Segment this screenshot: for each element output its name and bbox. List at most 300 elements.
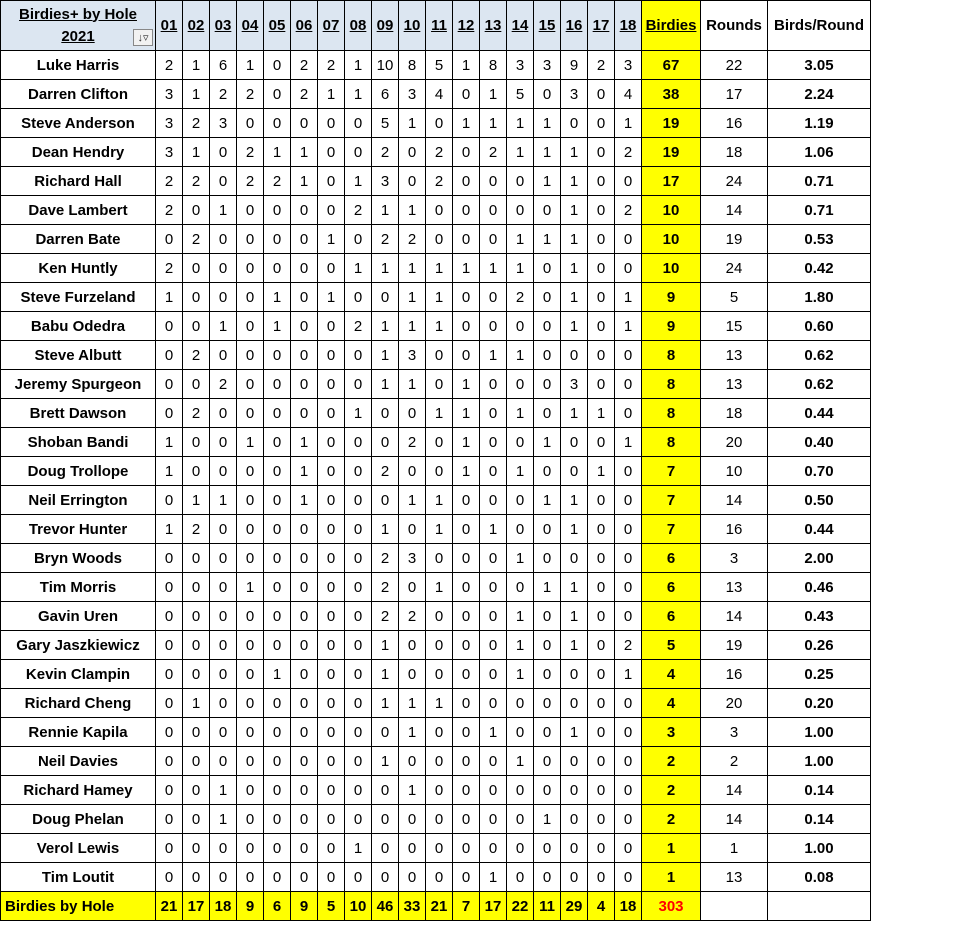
hole-05-cell[interactable]: 0 — [264, 747, 291, 776]
hole-08-cell[interactable]: 1 — [345, 254, 372, 283]
hole-13-cell[interactable]: 1 — [480, 515, 507, 544]
footer-hole-04[interactable]: 9 — [237, 892, 264, 921]
hole-06-cell[interactable]: 1 — [291, 486, 318, 515]
hole-11-cell[interactable]: 0 — [426, 776, 453, 805]
hole-header-02[interactable]: 02 — [183, 1, 210, 51]
hole-10-cell[interactable]: 0 — [399, 167, 426, 196]
hole-07-cell[interactable]: 0 — [318, 573, 345, 602]
hole-10-cell[interactable]: 0 — [399, 515, 426, 544]
hole-07-cell[interactable]: 0 — [318, 834, 345, 863]
hole-06-cell[interactable]: 1 — [291, 428, 318, 457]
hole-05-cell[interactable]: 0 — [264, 399, 291, 428]
hole-12-cell[interactable]: 0 — [453, 573, 480, 602]
player-name[interactable]: Steve Anderson — [1, 109, 156, 138]
footer-hole-13[interactable]: 17 — [480, 892, 507, 921]
hole-13-cell[interactable]: 0 — [480, 805, 507, 834]
hole-header-16[interactable]: 16 — [561, 1, 588, 51]
hole-06-cell[interactable]: 1 — [291, 457, 318, 486]
hole-15-cell[interactable]: 3 — [534, 51, 561, 80]
hole-04-cell[interactable]: 0 — [237, 747, 264, 776]
hole-09-cell[interactable]: 0 — [372, 834, 399, 863]
hole-08-cell[interactable]: 1 — [345, 80, 372, 109]
player-name[interactable]: Steve Albutt — [1, 341, 156, 370]
hole-10-cell[interactable]: 3 — [399, 80, 426, 109]
rounds-header[interactable]: Rounds — [701, 1, 768, 51]
hole-02-cell[interactable]: 0 — [183, 544, 210, 573]
hole-08-cell[interactable]: 0 — [345, 109, 372, 138]
hole-09-cell[interactable]: 1 — [372, 196, 399, 225]
hole-header-06[interactable]: 06 — [291, 1, 318, 51]
birds-per-round-cell[interactable]: 0.20 — [768, 689, 871, 718]
hole-17-cell[interactable]: 0 — [588, 747, 615, 776]
hole-01-cell[interactable]: 3 — [156, 138, 183, 167]
birds-per-round-cell[interactable]: 0.62 — [768, 370, 871, 399]
rounds-cell[interactable]: 19 — [701, 631, 768, 660]
rounds-cell[interactable]: 16 — [701, 660, 768, 689]
hole-09-cell[interactable]: 0 — [372, 805, 399, 834]
hole-15-cell[interactable]: 1 — [534, 573, 561, 602]
footer-hole-01[interactable]: 21 — [156, 892, 183, 921]
hole-06-cell[interactable]: 0 — [291, 660, 318, 689]
hole-09-cell[interactable]: 0 — [372, 283, 399, 312]
hole-15-cell[interactable]: 0 — [534, 863, 561, 892]
hole-16-cell[interactable]: 1 — [561, 225, 588, 254]
hole-03-cell[interactable]: 1 — [210, 196, 237, 225]
rounds-cell[interactable]: 3 — [701, 544, 768, 573]
hole-01-cell[interactable]: 0 — [156, 718, 183, 747]
hole-17-cell[interactable]: 0 — [588, 109, 615, 138]
hole-05-cell[interactable]: 0 — [264, 225, 291, 254]
birdies-total-cell[interactable]: 5 — [642, 631, 701, 660]
hole-02-cell[interactable]: 0 — [183, 718, 210, 747]
footer-hole-11[interactable]: 21 — [426, 892, 453, 921]
hole-08-cell[interactable]: 0 — [345, 631, 372, 660]
hole-09-cell[interactable]: 1 — [372, 515, 399, 544]
sheet-year[interactable]: 2021 — [61, 27, 95, 45]
hole-16-cell[interactable]: 3 — [561, 370, 588, 399]
hole-04-cell[interactable]: 2 — [237, 138, 264, 167]
hole-15-cell[interactable]: 0 — [534, 254, 561, 283]
hole-07-cell[interactable]: 0 — [318, 399, 345, 428]
birdies-total-cell[interactable]: 9 — [642, 283, 701, 312]
hole-10-cell[interactable]: 1 — [399, 283, 426, 312]
hole-14-cell[interactable]: 1 — [507, 457, 534, 486]
birds-per-round-cell[interactable]: 3.05 — [768, 51, 871, 80]
hole-15-cell[interactable]: 0 — [534, 196, 561, 225]
footer-hole-09[interactable]: 46 — [372, 892, 399, 921]
hole-08-cell[interactable]: 0 — [345, 138, 372, 167]
footer-hole-14[interactable]: 22 — [507, 892, 534, 921]
hole-18-cell[interactable]: 0 — [615, 515, 642, 544]
hole-06-cell[interactable]: 0 — [291, 254, 318, 283]
hole-17-cell[interactable]: 1 — [588, 399, 615, 428]
hole-13-cell[interactable]: 0 — [480, 283, 507, 312]
hole-03-cell[interactable]: 0 — [210, 747, 237, 776]
hole-14-cell[interactable]: 0 — [507, 689, 534, 718]
hole-08-cell[interactable]: 0 — [345, 660, 372, 689]
rounds-cell[interactable]: 13 — [701, 863, 768, 892]
hole-13-cell[interactable]: 0 — [480, 457, 507, 486]
hole-07-cell[interactable]: 0 — [318, 602, 345, 631]
hole-02-cell[interactable]: 1 — [183, 51, 210, 80]
hole-01-cell[interactable]: 0 — [156, 370, 183, 399]
hole-02-cell[interactable]: 2 — [183, 109, 210, 138]
hole-09-cell[interactable]: 0 — [372, 486, 399, 515]
hole-08-cell[interactable]: 0 — [345, 283, 372, 312]
birds-per-round-cell[interactable]: 0.08 — [768, 863, 871, 892]
hole-07-cell[interactable]: 0 — [318, 805, 345, 834]
hole-11-cell[interactable]: 2 — [426, 138, 453, 167]
hole-05-cell[interactable]: 0 — [264, 196, 291, 225]
hole-02-cell[interactable]: 2 — [183, 515, 210, 544]
hole-01-cell[interactable]: 0 — [156, 486, 183, 515]
hole-01-cell[interactable]: 1 — [156, 428, 183, 457]
birdies-total-cell[interactable]: 3 — [642, 718, 701, 747]
hole-10-cell[interactable]: 0 — [399, 660, 426, 689]
hole-05-cell[interactable]: 0 — [264, 573, 291, 602]
hole-16-cell[interactable]: 0 — [561, 747, 588, 776]
hole-10-cell[interactable]: 2 — [399, 225, 426, 254]
hole-09-cell[interactable]: 2 — [372, 544, 399, 573]
hole-16-cell[interactable]: 0 — [561, 689, 588, 718]
birdies-total-cell[interactable]: 2 — [642, 747, 701, 776]
hole-11-cell[interactable]: 0 — [426, 602, 453, 631]
player-name[interactable]: Luke Harris — [1, 51, 156, 80]
hole-18-cell[interactable]: 0 — [615, 254, 642, 283]
hole-17-cell[interactable]: 2 — [588, 51, 615, 80]
hole-11-cell[interactable]: 4 — [426, 80, 453, 109]
hole-01-cell[interactable]: 0 — [156, 834, 183, 863]
hole-10-cell[interactable]: 2 — [399, 602, 426, 631]
hole-03-cell[interactable]: 0 — [210, 399, 237, 428]
birdies-total-cell[interactable]: 2 — [642, 776, 701, 805]
birdies-total-cell[interactable]: 8 — [642, 341, 701, 370]
hole-09-cell[interactable]: 3 — [372, 167, 399, 196]
hole-16-cell[interactable]: 1 — [561, 573, 588, 602]
hole-09-cell[interactable]: 1 — [372, 660, 399, 689]
hole-18-cell[interactable]: 2 — [615, 196, 642, 225]
hole-header-05[interactable]: 05 — [264, 1, 291, 51]
birdies-total-cell[interactable]: 19 — [642, 109, 701, 138]
hole-15-cell[interactable]: 0 — [534, 544, 561, 573]
hole-03-cell[interactable]: 0 — [210, 573, 237, 602]
hole-05-cell[interactable]: 0 — [264, 370, 291, 399]
hole-09-cell[interactable]: 0 — [372, 399, 399, 428]
hole-10-cell[interactable]: 1 — [399, 109, 426, 138]
footer-total-birdies[interactable]: 303 — [642, 892, 701, 921]
hole-14-cell[interactable]: 0 — [507, 486, 534, 515]
hole-04-cell[interactable]: 0 — [237, 109, 264, 138]
hole-13-cell[interactable]: 0 — [480, 631, 507, 660]
hole-09-cell[interactable]: 10 — [372, 51, 399, 80]
hole-02-cell[interactable]: 0 — [183, 428, 210, 457]
hole-08-cell[interactable]: 0 — [345, 602, 372, 631]
hole-06-cell[interactable]: 0 — [291, 312, 318, 341]
hole-12-cell[interactable]: 0 — [453, 805, 480, 834]
hole-12-cell[interactable]: 0 — [453, 196, 480, 225]
hole-02-cell[interactable]: 0 — [183, 660, 210, 689]
hole-03-cell[interactable]: 6 — [210, 51, 237, 80]
birds-per-round-cell[interactable]: 1.00 — [768, 718, 871, 747]
hole-18-cell[interactable]: 0 — [615, 341, 642, 370]
hole-08-cell[interactable]: 0 — [345, 718, 372, 747]
birdies-total-cell[interactable]: 6 — [642, 544, 701, 573]
hole-17-cell[interactable]: 0 — [588, 428, 615, 457]
hole-01-cell[interactable]: 0 — [156, 544, 183, 573]
hole-02-cell[interactable]: 0 — [183, 370, 210, 399]
hole-03-cell[interactable]: 0 — [210, 834, 237, 863]
hole-06-cell[interactable]: 0 — [291, 341, 318, 370]
hole-12-cell[interactable]: 0 — [453, 602, 480, 631]
hole-08-cell[interactable]: 1 — [345, 834, 372, 863]
hole-17-cell[interactable]: 0 — [588, 805, 615, 834]
birdies-total-cell[interactable]: 7 — [642, 457, 701, 486]
hole-12-cell[interactable]: 0 — [453, 747, 480, 776]
hole-11-cell[interactable]: 0 — [426, 341, 453, 370]
hole-05-cell[interactable]: 0 — [264, 863, 291, 892]
birdies-total-cell[interactable]: 2 — [642, 805, 701, 834]
hole-15-cell[interactable]: 0 — [534, 689, 561, 718]
hole-08-cell[interactable]: 0 — [345, 370, 372, 399]
hole-10-cell[interactable]: 0 — [399, 863, 426, 892]
hole-07-cell[interactable]: 0 — [318, 428, 345, 457]
hole-01-cell[interactable]: 1 — [156, 515, 183, 544]
hole-16-cell[interactable]: 0 — [561, 805, 588, 834]
hole-05-cell[interactable]: 0 — [264, 457, 291, 486]
hole-03-cell[interactable]: 0 — [210, 225, 237, 254]
hole-18-cell[interactable]: 0 — [615, 863, 642, 892]
footer-hole-06[interactable]: 9 — [291, 892, 318, 921]
rounds-cell[interactable]: 17 — [701, 80, 768, 109]
hole-03-cell[interactable]: 2 — [210, 370, 237, 399]
hole-08-cell[interactable]: 0 — [345, 225, 372, 254]
hole-10-cell[interactable]: 8 — [399, 51, 426, 80]
player-name[interactable]: Rennie Kapila — [1, 718, 156, 747]
hole-09-cell[interactable]: 0 — [372, 776, 399, 805]
hole-07-cell[interactable]: 0 — [318, 457, 345, 486]
hole-02-cell[interactable]: 2 — [183, 225, 210, 254]
hole-05-cell[interactable]: 0 — [264, 486, 291, 515]
hole-11-cell[interactable]: 1 — [426, 254, 453, 283]
birds-per-round-cell[interactable]: 1.06 — [768, 138, 871, 167]
footer-hole-05[interactable]: 6 — [264, 892, 291, 921]
hole-16-cell[interactable]: 1 — [561, 718, 588, 747]
hole-02-cell[interactable]: 1 — [183, 138, 210, 167]
footer-hole-18[interactable]: 18 — [615, 892, 642, 921]
hole-10-cell[interactable]: 1 — [399, 312, 426, 341]
hole-04-cell[interactable]: 0 — [237, 515, 264, 544]
hole-16-cell[interactable]: 0 — [561, 109, 588, 138]
hole-05-cell[interactable]: 0 — [264, 544, 291, 573]
hole-12-cell[interactable]: 0 — [453, 486, 480, 515]
hole-12-cell[interactable]: 0 — [453, 167, 480, 196]
hole-17-cell[interactable]: 0 — [588, 341, 615, 370]
hole-11-cell[interactable]: 0 — [426, 457, 453, 486]
hole-header-14[interactable]: 14 — [507, 1, 534, 51]
hole-06-cell[interactable]: 0 — [291, 863, 318, 892]
footer-hole-02[interactable]: 17 — [183, 892, 210, 921]
birdies-total-cell[interactable]: 9 — [642, 312, 701, 341]
hole-14-cell[interactable]: 0 — [507, 167, 534, 196]
hole-14-cell[interactable]: 1 — [507, 109, 534, 138]
hole-13-cell[interactable]: 0 — [480, 602, 507, 631]
hole-10-cell[interactable]: 1 — [399, 196, 426, 225]
hole-10-cell[interactable]: 0 — [399, 631, 426, 660]
hole-03-cell[interactable]: 0 — [210, 863, 237, 892]
hole-14-cell[interactable]: 2 — [507, 283, 534, 312]
hole-16-cell[interactable]: 1 — [561, 138, 588, 167]
rounds-cell[interactable]: 5 — [701, 283, 768, 312]
hole-15-cell[interactable]: 0 — [534, 283, 561, 312]
hole-04-cell[interactable]: 0 — [237, 602, 264, 631]
hole-11-cell[interactable]: 0 — [426, 428, 453, 457]
hole-17-cell[interactable]: 1 — [588, 457, 615, 486]
hole-15-cell[interactable]: 0 — [534, 312, 561, 341]
hole-06-cell[interactable]: 0 — [291, 399, 318, 428]
hole-header-17[interactable]: 17 — [588, 1, 615, 51]
birds-per-round-cell[interactable]: 0.53 — [768, 225, 871, 254]
hole-13-cell[interactable]: 2 — [480, 138, 507, 167]
hole-01-cell[interactable]: 0 — [156, 660, 183, 689]
hole-03-cell[interactable]: 0 — [210, 660, 237, 689]
hole-16-cell[interactable]: 1 — [561, 312, 588, 341]
hole-18-cell[interactable]: 0 — [615, 776, 642, 805]
birdies-total-cell[interactable]: 7 — [642, 515, 701, 544]
birds-per-round-cell[interactable]: 1.00 — [768, 747, 871, 776]
hole-13-cell[interactable]: 0 — [480, 399, 507, 428]
hole-17-cell[interactable]: 0 — [588, 515, 615, 544]
hole-06-cell[interactable]: 0 — [291, 573, 318, 602]
hole-17-cell[interactable]: 0 — [588, 718, 615, 747]
hole-14-cell[interactable]: 1 — [507, 138, 534, 167]
hole-18-cell[interactable]: 0 — [615, 486, 642, 515]
hole-01-cell[interactable]: 0 — [156, 341, 183, 370]
player-name[interactable]: Babu Odedra — [1, 312, 156, 341]
hole-07-cell[interactable]: 0 — [318, 196, 345, 225]
hole-08-cell[interactable]: 0 — [345, 428, 372, 457]
hole-14-cell[interactable]: 1 — [507, 602, 534, 631]
birds-per-round-header[interactable]: Birds/Round — [768, 1, 871, 51]
player-name[interactable]: Brett Dawson — [1, 399, 156, 428]
hole-18-cell[interactable]: 0 — [615, 370, 642, 399]
filter-sort-icon[interactable]: ↓▿ — [133, 29, 153, 46]
hole-04-cell[interactable]: 0 — [237, 370, 264, 399]
hole-09-cell[interactable]: 1 — [372, 631, 399, 660]
hole-14-cell[interactable]: 0 — [507, 834, 534, 863]
hole-13-cell[interactable]: 0 — [480, 486, 507, 515]
hole-05-cell[interactable]: 0 — [264, 341, 291, 370]
player-name[interactable]: Dave Lambert — [1, 196, 156, 225]
hole-11-cell[interactable]: 0 — [426, 631, 453, 660]
hole-08-cell[interactable]: 1 — [345, 167, 372, 196]
hole-18-cell[interactable]: 0 — [615, 573, 642, 602]
hole-13-cell[interactable]: 1 — [480, 341, 507, 370]
hole-03-cell[interactable]: 1 — [210, 486, 237, 515]
hole-02-cell[interactable]: 1 — [183, 80, 210, 109]
hole-06-cell[interactable]: 0 — [291, 370, 318, 399]
hole-16-cell[interactable]: 1 — [561, 283, 588, 312]
rounds-cell[interactable]: 18 — [701, 138, 768, 167]
hole-11-cell[interactable]: 1 — [426, 283, 453, 312]
hole-07-cell[interactable]: 0 — [318, 660, 345, 689]
hole-12-cell[interactable]: 0 — [453, 776, 480, 805]
hole-06-cell[interactable]: 0 — [291, 515, 318, 544]
birds-per-round-cell[interactable]: 0.62 — [768, 341, 871, 370]
player-name[interactable]: Ken Huntly — [1, 254, 156, 283]
hole-08-cell[interactable]: 2 — [345, 196, 372, 225]
hole-15-cell[interactable]: 0 — [534, 776, 561, 805]
hole-11-cell[interactable]: 1 — [426, 689, 453, 718]
hole-05-cell[interactable]: 0 — [264, 602, 291, 631]
hole-03-cell[interactable]: 0 — [210, 515, 237, 544]
rounds-cell[interactable]: 14 — [701, 776, 768, 805]
hole-03-cell[interactable]: 0 — [210, 544, 237, 573]
hole-16-cell[interactable]: 1 — [561, 167, 588, 196]
hole-01-cell[interactable]: 0 — [156, 805, 183, 834]
hole-12-cell[interactable]: 0 — [453, 863, 480, 892]
hole-10-cell[interactable]: 3 — [399, 544, 426, 573]
hole-15-cell[interactable]: 0 — [534, 399, 561, 428]
hole-10-cell[interactable]: 1 — [399, 254, 426, 283]
hole-10-cell[interactable]: 0 — [399, 138, 426, 167]
hole-07-cell[interactable]: 0 — [318, 109, 345, 138]
hole-12-cell[interactable]: 0 — [453, 631, 480, 660]
hole-06-cell[interactable]: 0 — [291, 283, 318, 312]
hole-11-cell[interactable]: 0 — [426, 834, 453, 863]
birds-per-round-cell[interactable]: 0.40 — [768, 428, 871, 457]
hole-11-cell[interactable]: 1 — [426, 399, 453, 428]
hole-16-cell[interactable]: 1 — [561, 196, 588, 225]
hole-01-cell[interactable]: 2 — [156, 167, 183, 196]
hole-07-cell[interactable]: 0 — [318, 254, 345, 283]
hole-03-cell[interactable]: 1 — [210, 805, 237, 834]
birdies-total-cell[interactable]: 8 — [642, 370, 701, 399]
hole-12-cell[interactable]: 0 — [453, 312, 480, 341]
hole-05-cell[interactable]: 0 — [264, 776, 291, 805]
hole-16-cell[interactable]: 0 — [561, 776, 588, 805]
hole-01-cell[interactable]: 0 — [156, 573, 183, 602]
hole-12-cell[interactable]: 1 — [453, 51, 480, 80]
hole-02-cell[interactable]: 0 — [183, 776, 210, 805]
birdies-total-cell[interactable]: 17 — [642, 167, 701, 196]
hole-02-cell[interactable]: 0 — [183, 573, 210, 602]
hole-04-cell[interactable]: 0 — [237, 399, 264, 428]
hole-15-cell[interactable]: 1 — [534, 428, 561, 457]
hole-01-cell[interactable]: 0 — [156, 689, 183, 718]
hole-09-cell[interactable]: 1 — [372, 747, 399, 776]
birds-per-round-cell[interactable]: 0.44 — [768, 399, 871, 428]
hole-12-cell[interactable]: 0 — [453, 283, 480, 312]
hole-01-cell[interactable]: 3 — [156, 80, 183, 109]
hole-16-cell[interactable]: 0 — [561, 660, 588, 689]
hole-03-cell[interactable]: 0 — [210, 254, 237, 283]
rounds-cell[interactable]: 20 — [701, 689, 768, 718]
hole-10-cell[interactable]: 1 — [399, 689, 426, 718]
rounds-cell[interactable]: 14 — [701, 486, 768, 515]
hole-16-cell[interactable]: 0 — [561, 863, 588, 892]
birdies-total-cell[interactable]: 6 — [642, 602, 701, 631]
hole-11-cell[interactable]: 0 — [426, 196, 453, 225]
hole-01-cell[interactable]: 3 — [156, 109, 183, 138]
hole-04-cell[interactable]: 2 — [237, 167, 264, 196]
birds-per-round-cell[interactable]: 0.14 — [768, 776, 871, 805]
hole-04-cell[interactable]: 0 — [237, 457, 264, 486]
hole-06-cell[interactable]: 1 — [291, 167, 318, 196]
hole-02-cell[interactable]: 0 — [183, 283, 210, 312]
hole-18-cell[interactable]: 0 — [615, 689, 642, 718]
hole-13-cell[interactable]: 1 — [480, 718, 507, 747]
hole-01-cell[interactable]: 1 — [156, 457, 183, 486]
